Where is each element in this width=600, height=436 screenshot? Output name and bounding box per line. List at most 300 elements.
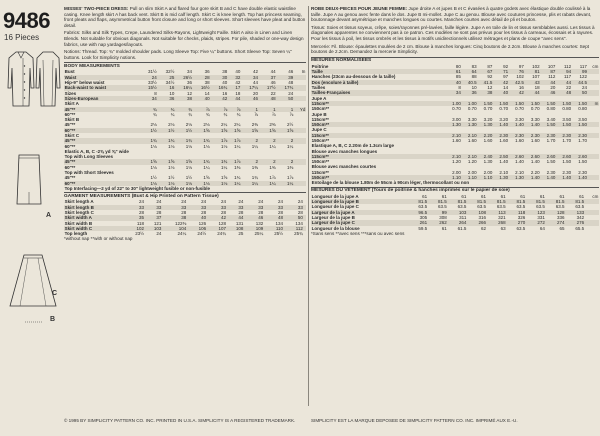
row-value: 1.30 [515,175,524,181]
row-value: 134 [275,220,284,226]
row-value: 1⅝ [168,159,175,165]
row-value: 1⅜ [251,164,259,170]
row-label: Sizes [64,90,77,96]
row-label: Top Interfacing—2 yd of 22" to 30" lightweight fusible or non-fusible [64,185,211,191]
row-value: 1.00 [467,100,477,106]
row-value: 48 [288,80,294,86]
row-value: 1¼ [287,143,294,149]
row-label: Tailles [311,85,326,91]
row-value: 128 [218,220,226,226]
row-value: 107 [532,74,540,80]
measurement-row [64,85,306,90]
row-label: 60"** [64,180,76,186]
row-value: 1.10 [452,175,461,181]
row-value: 2⅛ [150,122,157,128]
row-value: 61 [441,225,447,231]
row-value: 1.50 [562,100,572,106]
row-value: 272 [537,220,545,226]
row-value: 33 [156,204,162,210]
row-value: 1¼ [269,143,276,149]
row-value: 87 [487,63,493,69]
row-value: 16¾ [218,85,228,91]
row-value: 44 [253,80,259,86]
row-value: 102 [136,225,145,231]
row-value: 0.70 [515,106,524,112]
row-label: Poitrine [311,63,329,69]
row-value: 1¼ [269,180,276,186]
row-value: 1¼ [234,143,241,149]
en-title: MISSES' TWO-PIECE DRESS: [64,6,129,11]
row-value: 261 [419,220,428,226]
row-value: 23½ [135,231,145,237]
row-value: 61 [455,69,461,75]
row-value: 1.40 [578,175,587,181]
fr-footnote: *Sans sens **avec sens ***sans ou avec sens [311,230,405,236]
row-value: 3.30 [467,116,477,122]
row-value: 61 [422,193,428,199]
row-value: 35 [139,215,145,221]
row-value: 2.60 [578,153,587,159]
row-value: 42 [220,215,226,221]
row-label: Longueur de la jupe C [311,204,359,210]
row-value: 1⅞ [220,138,228,144]
row-value: 1.50 [546,159,556,165]
fr-title: ROBE DEUX-PIECES POUR JEUNE FEMME: [311,6,408,11]
row-value: 33 [139,204,145,210]
row-value: 38 [222,69,228,75]
en-garment-heading: GARMENT MEASUREMENTS (Bust & Hip Printed on Pattern Tissue) [64,192,306,199]
row-value: 2 [290,159,294,165]
row-value: 63.5 [575,204,585,210]
french-column [311,6,599,236]
row-value: 1⅛ [220,143,228,149]
row-value: 1⅜ [269,164,276,170]
row-value: 81.5 [457,199,467,205]
row-value: ⅞ [254,111,259,117]
row-value: 62 [480,225,486,231]
row-value: 24 [258,199,264,205]
row-label: 115cm** [311,153,329,159]
row-value: 1½ [168,175,175,181]
row-value: 61 [461,193,467,199]
row-value: 1.10 [483,175,493,181]
row-value: 28 [220,209,226,215]
row-value: 1 [290,106,294,112]
row-value: 1.50 [546,100,556,106]
row-value: 0.70 [452,106,461,112]
row-value: 2.00 [467,169,477,175]
row-value: 40.5 [467,79,477,85]
row-label: Skirt B [64,117,80,123]
row-value: 24 [288,90,294,96]
row-label: Skirt length B [64,204,94,210]
row-value: 36 [169,95,175,101]
row-value: 112 [548,74,556,80]
row-value: 33½ [147,80,157,86]
row-value: 46 [258,215,264,221]
top-back-sketch [34,48,62,110]
row-label: 60"** [64,164,76,170]
row-label: Elastic A, B, C -2⅝ yd ⅝" wide [64,148,129,154]
row-value: 316 [478,214,486,220]
row-value: 2.30 [578,132,587,138]
row-label: Longueur de la blouse [311,225,360,231]
row-value: 42.5 [515,79,524,85]
fr-description: Jupe droite A et jupes B et C évasées à quatre godets avec élastique double coulissé à la taille. Jupe A au genou avec fente dans le dos. Jupe B mi-mollet. Jupe C au genou. Blouse avec coutures princesse, plis et rabats devant, boutonnage devant asymétrique et manches longues ou courtes. Manches courtes avec détail de pli et bouton. [311,6,592,23]
row-value: 128 [556,209,565,215]
row-value: 2.30 [515,132,524,138]
row-value: ¾ [170,106,175,112]
fr-garment-table [311,194,599,231]
row-value: 1.40 [530,122,540,128]
row-value: 87 [550,69,556,75]
measurement-row [311,180,599,185]
row-label: Tailles-Françaises [311,90,351,96]
row-value: 2.50 [499,153,509,159]
row-value: 42 [518,90,524,96]
row-value: 2 [290,138,294,144]
row-value: 276 [576,220,585,226]
row-value: 44 [238,215,244,221]
row-value: 1.60 [483,138,493,143]
row-value: 1¾ [251,175,259,181]
row-label: Waist [64,74,77,80]
row-value: 266 [478,220,486,226]
row-value: 10 [471,85,477,91]
skirt-a-sketch [12,152,46,210]
row-label: Elastique A, B, C 2.20m de 1.3cm large [311,143,394,149]
row-label: 45"** [64,138,76,144]
measurement-row [64,186,306,191]
row-value: 36 [471,90,477,96]
row-value: 331 [537,214,545,220]
row-value: 1⅞ [234,138,241,144]
row-value: 63.5 [516,204,526,210]
row-value: 46 [550,90,556,96]
row-value: 1⅝ [203,175,210,181]
row-label: Largeur de la jupe B [311,214,355,220]
row-value: 2 [273,138,276,144]
row-value: 24 [181,199,187,205]
row-label: Back-waist to waist [64,85,107,91]
row-label: Hanches (23cm au-dessous de la taille) [311,74,396,80]
row-value: 24½ [197,231,207,237]
row-value: 134 [295,220,303,226]
row-value: 1¼ [203,164,210,170]
row-value: 1¾ [234,175,241,181]
row-value: 1.50 [562,122,572,128]
row-value: 30 [222,74,228,80]
row-value: 38 [186,95,192,101]
row-value: 0.70 [499,106,509,112]
row-label: 150cm** [311,159,330,165]
row-value: 44 [270,69,276,75]
row-value: 12 [487,85,493,91]
row-value: 33 [201,204,207,210]
row-value: 31½ [147,69,157,75]
row-value: 1⅜ [287,164,294,170]
row-value: 106 [198,225,207,231]
row-label: 115cm** [311,169,329,175]
row-value: 1.50 [483,100,493,106]
row-value: 2.10 [452,132,461,138]
row-value: 25¼ [254,231,264,237]
row-value: 1.40 [499,122,509,128]
row-value: 34 [253,74,259,80]
row-value: 1.40 [515,159,524,165]
row-value: 2.10 [515,169,524,175]
row-value: 24 [139,199,145,205]
row-value: 8 [458,85,461,91]
row-label: 60"** [64,111,76,117]
row-value: 2.30 [562,169,572,175]
row-value: 1.70 [578,138,587,143]
row-value: 104 [178,225,187,231]
row-value: ⅞ [289,111,294,117]
row-value: 1.60 [515,138,524,143]
row-value: 1¾ [203,159,210,165]
row-value: 28 [238,209,244,215]
row-value: 1.60 [530,138,540,143]
fr-description-block [311,6,599,23]
row-value: 63.5 [536,204,545,210]
row-value: 2.00 [452,169,461,175]
row-value: 1¼ [287,180,294,186]
row-value: 63.5 [496,204,506,210]
row-value: 63.5 [418,204,428,210]
view-label-b: B [50,316,56,323]
row-value: 28 [258,209,264,215]
row-value: 50 [288,95,294,101]
row-value: cm [592,193,599,199]
row-value: 81.5 [496,199,506,205]
row-value: 321 [498,214,506,220]
row-label: Top length [64,231,88,237]
row-value: 2.30 [530,132,540,138]
row-value: m [594,100,599,106]
row-value: 36 [186,80,192,86]
row-label: Largeur de la jupe C [311,220,355,226]
fr-yardage-table [311,64,599,186]
row-value: 2.60 [546,153,556,159]
row-value: 46 [288,69,294,75]
row-value: 133 [576,209,585,215]
row-value: 81.5 [437,199,447,205]
row-value: 2¼ [220,122,228,128]
row-value: 24 [201,199,207,205]
row-value: 1½ [185,175,192,181]
row-value: 99 [581,69,587,75]
row-label: 115cm** [311,116,329,122]
row-value: 2¼ [234,122,241,128]
row-value: 42 [503,79,509,85]
row-value: 3.20 [483,116,493,122]
row-value: 262 [439,220,447,226]
row-value: 36 [204,69,210,75]
row-label: Sizes-European [64,95,99,101]
row-value: 28 [297,209,303,215]
row-value: 28 [139,209,145,215]
row-value: 1.40 [515,122,524,128]
row-value: 2⅛ [185,122,192,128]
row-value: 65.5 [575,225,585,231]
row-value: 326 [517,214,526,220]
row-value: 12 [186,90,192,96]
row-value: 0.80 [546,106,556,112]
row-value: 112 [564,63,572,69]
row-value: 33 [220,204,226,210]
en-description-block [64,6,306,28]
en-fabrics: Fabrics: Silks and Silk Types, Crepe, Laundered Silks-Rayons, Lightweight Faille. Skirt A also in Linen and Linen Blends. Not suitable for obvious diagonals. Not suitable for checks, plaids, stripes. For pile, shaded or one-way design fabrics, use with nap yardages/layouts. [64,30,304,47]
row-value: ¾ [205,111,210,117]
row-value: 2⅜ [251,122,259,128]
row-value: 1⅛ [185,164,192,170]
row-value: 102 [532,63,540,69]
row-value: 32 [235,74,241,80]
row-value: 2.30 [546,169,556,175]
row-value: 25½ [274,231,284,237]
row-label: Taille [311,69,323,75]
row-value: 0.70 [530,106,540,112]
column-divider [308,6,309,406]
row-label: 45"** [64,159,76,165]
row-value: ⅞ [223,106,228,112]
row-value: 3.30 [515,116,524,122]
row-value: 50 [581,90,587,96]
row-value: 2⅜ [269,122,276,128]
row-value: 117 [564,74,572,80]
row-value: 46 [253,95,259,101]
row-value: 34 [186,69,192,75]
row-value: 63.5 [477,204,486,210]
row-value: 43 [534,79,540,85]
row-value: 24 [156,231,162,237]
row-value: 1.60 [467,138,477,143]
row-value: 16 [169,85,175,91]
row-value: 24 [581,85,587,91]
row-label: 60"** [64,143,76,149]
row-value: 24 [238,199,244,205]
row-value: 108 [235,225,244,231]
row-value: 1⅝ [185,159,192,165]
pattern-number: 9486 [3,8,50,33]
row-value: 25 [169,74,175,80]
row-value: 1½ [168,127,175,133]
row-label: Dos (encolure à taille) [311,79,359,85]
row-value: 1.30 [499,175,509,181]
row-value: 38 [181,215,187,221]
row-value: 17 [235,85,241,91]
row-value: 33 [258,204,264,210]
row-value: 1⅛ [168,143,175,149]
row-value: 2.10 [452,153,461,159]
row-value: 10 [169,90,175,96]
row-value: 25¾ [294,231,303,237]
row-label: Hip-9" below waist [64,80,105,86]
row-label: Skirt width A [64,215,92,221]
top-front-sketch [6,48,36,110]
row-value: 3.30 [530,116,540,122]
row-value: 1½ [185,127,192,133]
row-label: 150cm** [311,106,330,112]
row-value: 64 [471,69,477,75]
fr-fabrics: Tissus: Soies et tissus soyeux, crêpe, soies/rayonnes pré-lavées, faille légère. Jupe A en toile de lin et tissus semblables aussi. Les tissus à diagonales apparentes ne conviennent pas à ce patron. Ces modèles ne sont pas prévus pour les tissus à carreaux, écossais et à rayures. Pour les tissus à poil, les tissus ombrés et les tissus à motifs unidirectionnels utilisez métrages et plans de coupe "avec sens". [311,24,595,41]
row-value: 1¾ [185,138,192,144]
row-label: Jupe B [311,111,327,117]
row-value: 81 [534,69,540,75]
row-label: 45"** [64,106,76,112]
row-value: 1⅝ [203,127,210,133]
row-value: 40 [235,69,241,75]
row-value: ¾ [188,106,192,112]
row-value: 42 [253,69,259,75]
row-value: 17¼ [249,85,259,91]
row-value: 22 [270,90,276,96]
fr-notions: Mercerie: Fil. Blouse: épaulettes moulées de 2 cm. Blouse à manches longues: Cinq boutons de 2.2cm. Blouse à manches courtes: Sept boutons de 2.2cm. Demandez la mercerie Simplicity. [311,43,590,55]
row-value: 1⅝ [150,159,157,165]
row-value: 1⅛ [185,143,192,149]
row-value: 102 [516,74,524,80]
row-value: 48 [270,95,276,101]
row-value: ¾ [223,111,228,117]
row-value: 1.50 [515,100,524,106]
row-value: 1.40 [530,175,540,181]
row-value: 2.10 [467,153,477,159]
row-value: 103 [153,225,162,231]
row-value: 2 [273,159,276,165]
row-value: 81.5 [575,199,585,205]
row-value: 1⅛ [168,164,175,170]
row-value: 92 [503,63,509,69]
row-value: 1⅛ [185,180,192,186]
row-value: 0.80 [562,106,572,112]
row-value: 2.10 [467,132,477,138]
row-value: 38 [487,90,493,96]
row-value: 44.5 [578,79,587,85]
skirt-c-sketch [6,292,60,340]
row-value: 28 [156,209,162,215]
row-value: 1.40 [530,159,540,165]
row-label: Skirt width C [64,225,93,231]
row-value: 131 [235,220,244,226]
row-value: 24 [278,199,284,205]
row-value: 61 [539,193,545,199]
row-value: 3.50 [562,116,572,122]
row-value: 305 [419,214,428,220]
row-value: 48 [278,215,284,221]
row-value: 1¼ [251,143,259,149]
row-value: 1 [273,106,276,112]
row-value: 85 [455,74,461,80]
row-value: 42 [222,95,228,101]
row-value: 1.40 [499,159,509,165]
row-value: 0.70 [467,106,477,112]
row-value: 22 [566,85,572,91]
row-value: 67 [487,69,493,75]
row-value: 34½ [165,80,175,86]
row-value: 1.30 [452,122,461,128]
en-copyright: © 1995 BY SIMPLICITY PATTERN CO. INC. PRINTED IN U.S.A. SIMPLICITY IS A REGISTERED TRADEMARK. [64,418,296,423]
row-label: 150cm** [311,175,330,181]
row-value: 8 [154,90,157,96]
row-value: 1.60 [499,138,509,143]
row-label: Blouse avec manches longues [311,148,378,154]
fr-body-heading: MESURES NORMALISEES [311,57,599,64]
row-value: 63.5 [516,225,526,231]
row-value: 1⅝ [251,127,259,133]
row-value: 64 [539,225,545,231]
row-value: 268 [498,220,506,226]
